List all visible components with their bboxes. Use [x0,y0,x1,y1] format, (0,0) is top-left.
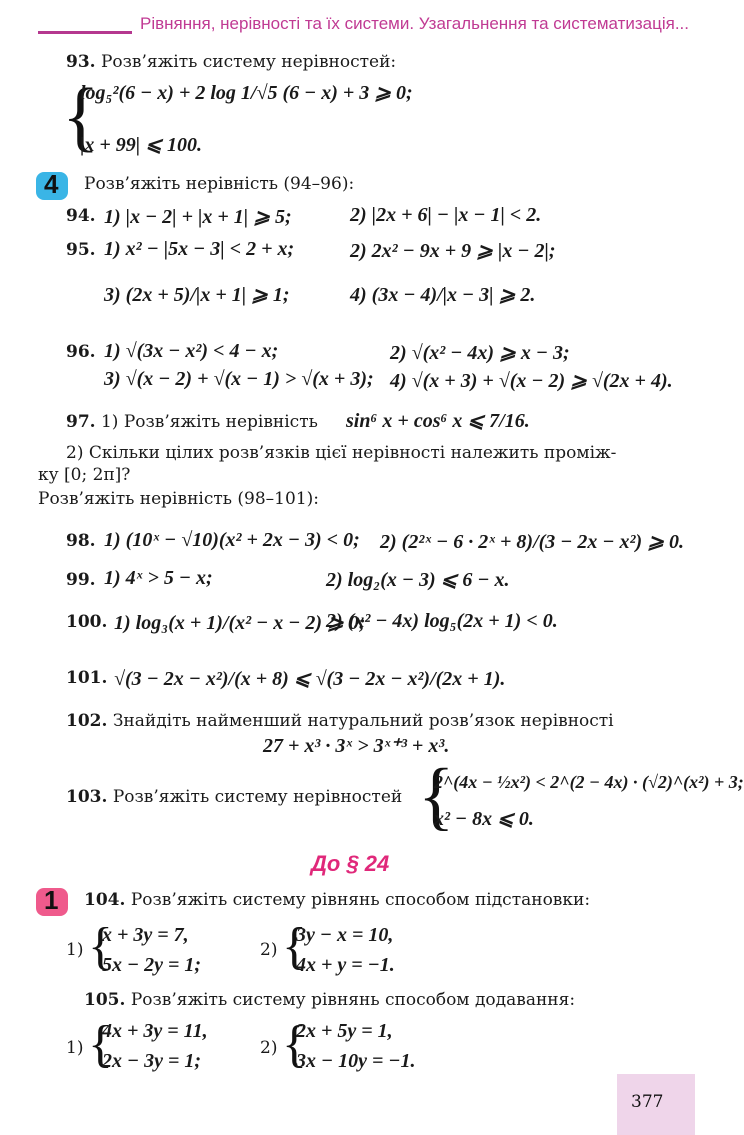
label-1: 1) [66,1038,84,1058]
system-104-2-line-1: 3y − x = 10, [296,924,394,946]
label-2: 2) [260,1038,278,1058]
problem-97 [66,412,318,432]
problem-number: 102. [66,711,108,731]
label-1: 1) [66,940,84,960]
problem-99-part-2: 2) log₂(x − 3) ⩽ 6 − x. [326,569,510,591]
problem-100-part-2: 2) (x² − 4x) log₅(2x + 1) < 0. [326,610,558,632]
problem-103 [66,787,402,807]
problem-102-inequality: 27 + x³ · 3ˣ > 3ˣ⁺³ + x³. [263,735,450,757]
header-rule [38,31,132,34]
system-105-1-line-1: 4x + 3y = 11, [102,1020,208,1042]
problem-96-part-1: 1) √(3x − x²) < 4 − x; [104,340,279,362]
system-105-1-line-2: 2x − 3y = 1; [102,1050,202,1072]
problem-97-text-3: ку [0; 2π]? [38,465,131,485]
problem-95-part-4: 4) (3x − 4)/|x − 3| ⩾ 2. [350,284,536,306]
system-103-line-2: x² − 8x ⩽ 0. [434,808,534,830]
problem-95-part-3: 3) (2x + 5)/|x + 1| ⩾ 1; [104,284,290,306]
system-104-1-line-2: 5x − 2y = 1; [102,954,202,976]
problem-99-part-1: 1) 4ˣ > 5 − x; [104,567,213,589]
problem-96-part-4: 4) √(x + 3) + √(x − 2) ⩾ √(2x + 4). [390,370,673,392]
system-105-2-line-2: 3x − 10y = −1. [296,1050,416,1072]
system-93-line-2: |x + 99| ⩽ 100. [80,134,202,156]
system-brace: { [62,72,100,159]
problem-98-part-2: 2) (2²ˣ − 6 · 2ˣ + 8)/(3 − 2x − x²) ⩾ 0. [380,531,684,553]
instruction-98-101: Розв’яжіть нерівність (98–101): [38,489,319,509]
problem-text: Розв’яжіть систему нерівностей [112,787,403,807]
system-104-1-line-1: x + 3y = 7, [102,924,189,946]
problem-97-text-2: 2) Скільки цілих розв’язків цієї нерівності належить промiж- [66,443,617,463]
problem-number-101: 101. [66,668,108,688]
system-brace: { [88,918,113,975]
problem-number-98: 98. [66,531,96,551]
difficulty-badge-1: 1 [36,888,68,916]
problem-number: 103. [66,787,108,807]
problem-number: 93. [66,52,96,72]
problem-number-96: 96. [66,342,96,362]
problem-93 [66,52,396,72]
problem-text: Розв’яжіть систему нерівностей: [100,52,397,72]
problem-94-part-1: 1) |x − 2| + |x + 1| ⩾ 5; [104,206,292,228]
problem-102 [66,711,614,731]
page-number-box [617,1074,695,1135]
problem-number-99: 99. [66,570,96,590]
problem-105 [84,990,575,1010]
instruction-94-96: Розв’яжіть нерівність (94–96): [84,174,355,194]
problem-number-95: 95. [66,240,96,260]
system-104-2-line-2: 4x + y = −1. [296,954,395,976]
problem-95-part-1: 1) x² − |5x − 3| < 2 + x; [104,238,295,260]
system-brace: { [418,754,455,838]
problem-number: 105. [84,990,126,1010]
problem-98-part-1: 1) (10ˣ − √10)(x² + 2x − 3) < 0; [104,529,360,551]
problem-text: Знайдіть найменший натуральний розв’язок нерівності [112,711,614,731]
problem-100-part-1: 1) log₃(x + 1)/(x² − x − 2) ⩾ 0; [114,612,366,634]
section-title: До § 24 [311,851,390,876]
system-105-2-line-1: 2x + 5y = 1, [296,1020,393,1042]
problem-number-94: 94. [66,206,96,226]
problem-number: 97. [66,412,96,432]
problem-text: Розв’яжіть систему рівнянь способом підстановки: [130,890,591,910]
problem-97-inequality: sin⁶ x + cos⁶ x ⩽ 7/16. [346,410,530,432]
problem-94-part-2: 2) |2x + 6| − |x − 1| < 2. [350,204,542,226]
problem-95-part-2: 2) 2x² − 9x + 9 ⩾ |x − 2|; [350,240,556,262]
page-number: 377 [631,1092,664,1112]
label-2: 2) [260,940,278,960]
system-103-line-1: 2^(4x − ½x²) < 2^(2 − 4x) · (√2)^(x²) + 3; [434,772,744,792]
system-brace: { [282,918,307,975]
difficulty-badge-4: 4 [36,172,68,200]
system-brace: { [282,1016,307,1073]
problem-text: 1) Розв’яжіть нерівність [100,412,318,432]
problem-96-part-3: 3) √(x − 2) + √(x − 1) > √(x + 3); [104,368,374,390]
problem-number: 104. [84,890,126,910]
problem-104 [84,890,590,910]
problem-text: Розв’яжіть систему рівнянь способом додавання: [130,990,576,1010]
system-93-line-1: log₅²(6 − x) + 2 log 1/√5 (6 − x) + 3 ⩾ 0; [80,82,413,104]
problem-101-inequality: √(3 − 2x − x²)/(x + 8) ⩽ √(3 − 2x − x²)/(2x + 1). [114,668,506,690]
running-header: Рівняння, нерівності та їх системи. Узагальнення та систематизація... [140,14,690,33]
problem-number-100: 100. [66,612,108,632]
problem-96-part-2: 2) √(x² − 4x) ⩾ x − 3; [390,342,570,364]
system-brace: { [88,1016,113,1073]
